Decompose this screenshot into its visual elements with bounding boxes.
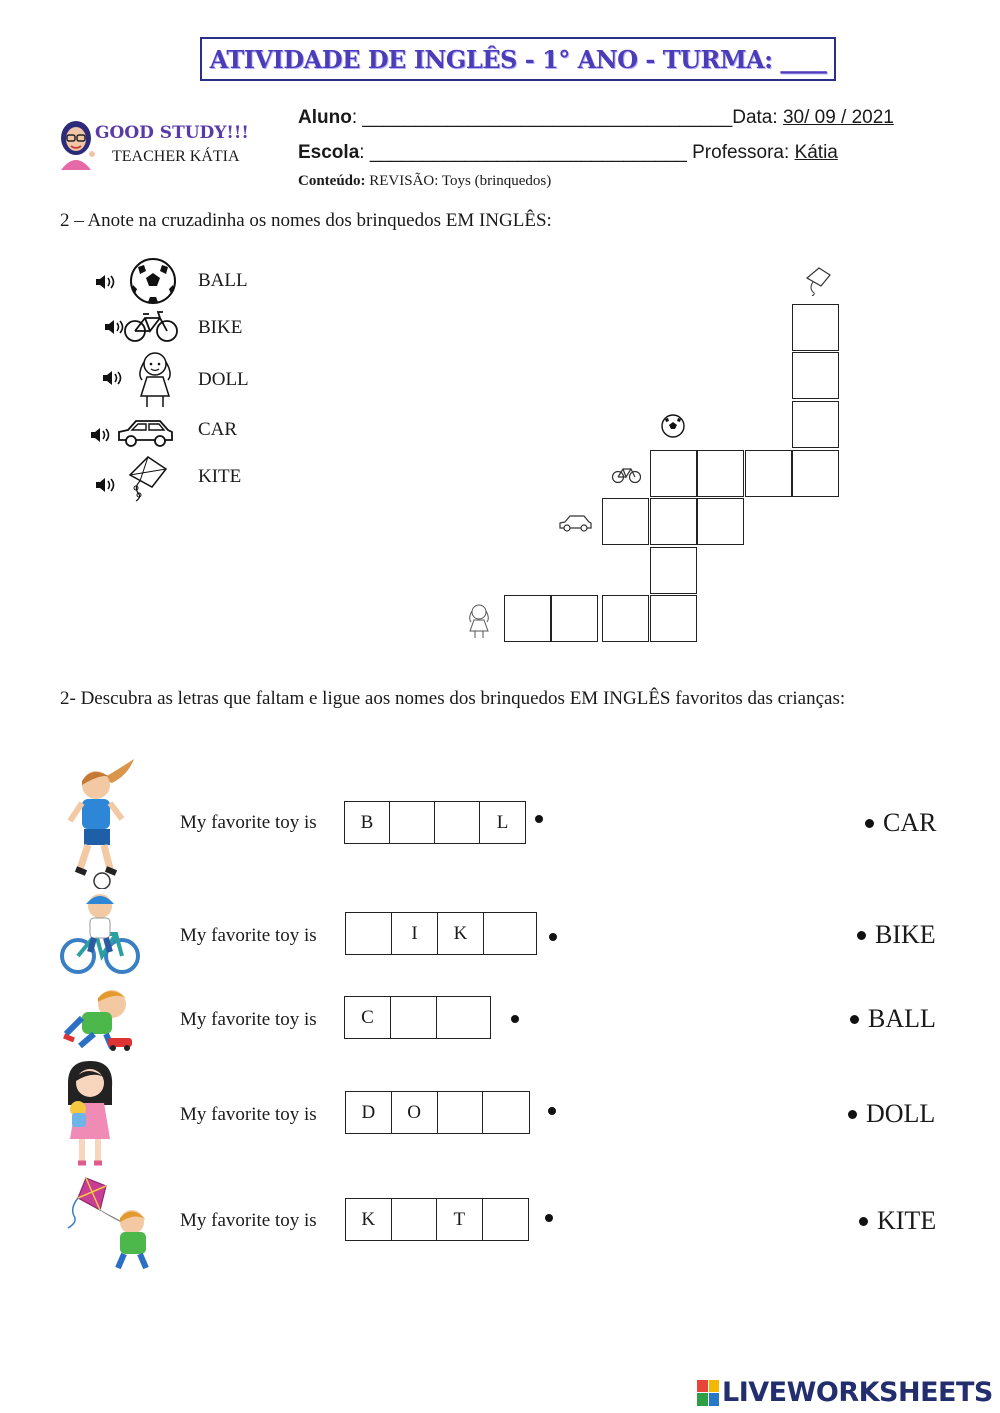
letter-cell[interactable]	[390, 802, 435, 843]
conteudo-value: REVISÃO: Toys (brinquedos)	[365, 173, 552, 189]
answer-car[interactable]	[865, 808, 936, 838]
toy-label-bike: BIKE	[198, 317, 243, 338]
answer-label: CAR	[883, 808, 937, 837]
match-dot-right[interactable]	[857, 931, 866, 940]
bike-icon	[122, 309, 180, 343]
doll-icon	[133, 350, 177, 410]
brand-mark-v	[697, 1393, 708, 1406]
escola-label: Escola	[298, 142, 360, 163]
letter-cell[interactable]: K	[438, 913, 484, 954]
kite-icon	[803, 266, 831, 296]
car-icon	[558, 513, 592, 533]
answer-label: BALL	[868, 1004, 936, 1033]
answer-label: BIKE	[875, 920, 936, 949]
answer-label: DOLL	[866, 1099, 936, 1128]
crossword-cell[interactable]	[792, 352, 839, 399]
word-box-5	[345, 1198, 529, 1241]
data-value: 30/ 09 / 2021	[782, 107, 894, 128]
teacher-avatar-icon	[58, 118, 96, 170]
match-dot-left[interactable]	[549, 933, 557, 941]
aluno-row	[298, 107, 894, 129]
conteudo-label: Conteúdo:	[298, 173, 366, 189]
crossword-cell[interactable]	[602, 498, 649, 545]
answer-kite[interactable]	[859, 1206, 936, 1236]
letter-cell[interactable]	[437, 997, 483, 1038]
section2-instruction: 2- Descubra as letras que faltam e ligue aos nomes dos brinquedos EM INGLÊS favoritos das crianças:	[60, 688, 846, 709]
match-dot-left[interactable]	[545, 1214, 553, 1222]
professora-value: Kátia	[794, 142, 838, 163]
crossword-cell[interactable]	[745, 450, 792, 497]
child-kite-icon	[60, 1176, 160, 1272]
toy-label-doll: DOLL	[198, 369, 249, 390]
soccer-ball-icon	[128, 257, 178, 305]
word-box-2	[345, 912, 537, 955]
teacher-avatar	[58, 118, 96, 170]
crossword-cell[interactable]	[504, 595, 551, 642]
match-dot-left[interactable]	[511, 1015, 519, 1023]
match-dot-right[interactable]	[848, 1110, 857, 1119]
letter-cell[interactable]: B	[345, 802, 390, 843]
letter-cell[interactable]	[438, 1092, 484, 1133]
letter-cell[interactable]: C	[345, 997, 391, 1038]
crossword-cell[interactable]	[697, 450, 744, 497]
bike-icon	[611, 464, 642, 484]
professora-label: Professora:	[692, 142, 795, 163]
escola-row	[298, 142, 838, 164]
page-title: ATIVIDADE DE INGLÊS - 1° ANO - TURMA: ____	[209, 44, 827, 74]
aluno-field[interactable]: : ___________________________________	[351, 107, 733, 128]
brand-mark	[697, 1380, 719, 1406]
letter-cell[interactable]	[483, 1092, 529, 1133]
brand-mark-l	[697, 1380, 708, 1393]
letter-cell[interactable]	[483, 1199, 528, 1240]
crossword-cell[interactable]	[650, 498, 697, 545]
favorite-sentence: My favorite toy is	[180, 1009, 317, 1030]
crossword-cell[interactable]	[650, 595, 697, 642]
speaker-icon[interactable]	[102, 369, 124, 387]
toy-label-ball: BALL	[198, 270, 248, 291]
crossword-cell[interactable]	[697, 498, 744, 545]
brand-mark-e	[709, 1393, 720, 1406]
match-dot-right[interactable]	[865, 819, 874, 828]
speaker-icon[interactable]	[95, 476, 117, 494]
logo-subtitle: TEACHER KÁTIA	[112, 148, 240, 165]
crossword-cell[interactable]	[602, 595, 649, 642]
letter-cell[interactable]: K	[346, 1199, 392, 1240]
doll-icon	[465, 603, 493, 639]
liveworksheets-brand	[697, 1377, 993, 1408]
toy-label-car: CAR	[198, 419, 238, 440]
letter-cell[interactable]: I	[392, 913, 438, 954]
answer-label: KITE	[877, 1206, 937, 1235]
child-soccer-icon	[62, 757, 140, 889]
title-box	[200, 37, 836, 81]
letter-cell[interactable]: D	[346, 1092, 392, 1133]
letter-cell[interactable]	[484, 913, 530, 954]
child-car-icon	[60, 984, 136, 1054]
match-dot-right[interactable]	[859, 1217, 868, 1226]
favorite-sentence: My favorite toy is	[180, 812, 317, 833]
letter-cell[interactable]: T	[437, 1199, 483, 1240]
speaker-icon[interactable]	[90, 426, 112, 444]
data-label: Data:	[732, 107, 783, 128]
answer-doll[interactable]	[848, 1099, 935, 1129]
kite-icon	[122, 455, 168, 503]
crossword-cell[interactable]	[650, 450, 697, 497]
letter-cell[interactable]: L	[496, 811, 509, 833]
section1-instruction: 2 – Anote na cruzadinha os nomes dos brinquedos EM INGLÊS:	[60, 210, 552, 231]
conteudo-row	[298, 173, 551, 190]
crossword-cell[interactable]	[551, 595, 598, 642]
match-dot-right[interactable]	[850, 1015, 859, 1024]
favorite-sentence: My favorite toy is	[180, 1210, 317, 1231]
letter-cell[interactable]	[391, 997, 437, 1038]
aluno-label: Aluno	[298, 107, 352, 128]
word-box-3	[344, 996, 491, 1039]
letter-cell[interactable]	[346, 913, 392, 954]
crossword-cell[interactable]	[792, 450, 839, 497]
favorite-sentence: My favorite toy is	[180, 1104, 317, 1125]
child-doll-icon	[58, 1057, 120, 1169]
brand-mark-i	[709, 1380, 720, 1393]
toy-label-kite: KITE	[198, 466, 242, 487]
letter-cell[interactable]	[435, 802, 480, 843]
crossword-cell[interactable]	[792, 401, 839, 448]
child-bike-icon	[58, 890, 140, 978]
speaker-icon[interactable]	[95, 273, 117, 291]
crossword-cell[interactable]	[650, 547, 697, 594]
word-box-4	[345, 1091, 530, 1134]
car-icon	[116, 416, 174, 448]
word-box-1	[344, 801, 526, 844]
soccer-ball-icon	[660, 413, 686, 439]
brand-text: LIVEWORKSHEETS	[722, 1377, 993, 1408]
logo-title: GOOD STUDY!!!	[95, 123, 249, 143]
answer-bike[interactable]	[857, 920, 936, 950]
match-dot-left[interactable]	[548, 1107, 556, 1115]
letter-cell[interactable]	[392, 1199, 438, 1240]
answer-ball[interactable]	[850, 1004, 936, 1034]
favorite-sentence: My favorite toy is	[180, 925, 317, 946]
escola-field[interactable]: : ______________________________	[359, 142, 687, 163]
letter-cell[interactable]: O	[392, 1092, 438, 1133]
crossword-cell[interactable]	[792, 304, 839, 351]
match-dot-left[interactable]	[535, 815, 543, 823]
